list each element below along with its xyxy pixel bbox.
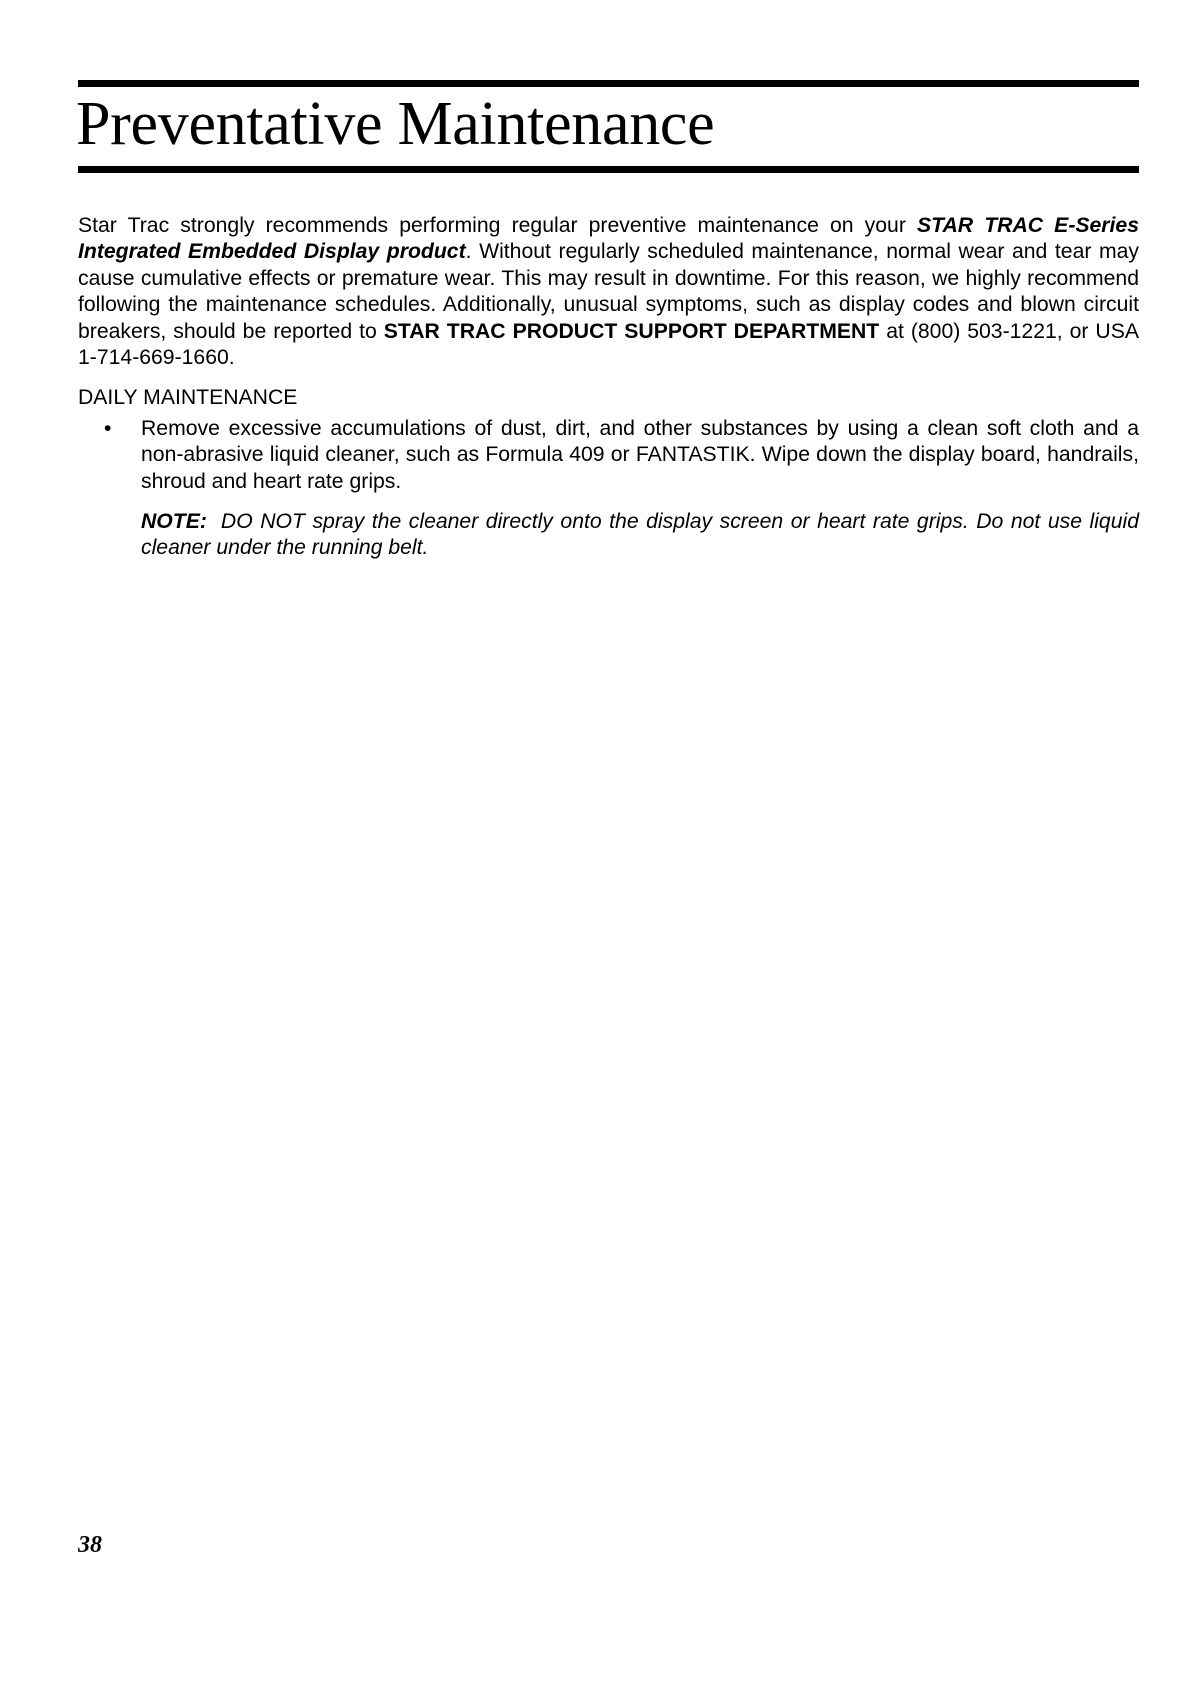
- daily-maintenance-list: [78, 416, 1139, 495]
- cleaning-note: [141, 509, 1139, 562]
- daily-maintenance-heading: DAILY MAINTENANCE: [78, 386, 298, 410]
- note-text: DO NOT spray the cleaner directly onto the display screen or heart rate grips. Do not use liquid cleaner under the running belt.: [141, 510, 1139, 560]
- support-department: STAR TRAC PRODUCT SUPPORT DEPARTMENT: [383, 319, 880, 343]
- list-item: [78, 416, 1139, 495]
- page-number: 38: [78, 1532, 102, 1558]
- note-label: NOTE:: [141, 510, 207, 534]
- intro-paragraph: [78, 213, 1139, 371]
- intro-text-middle: . Without regularly scheduled maintenance, normal wear and tear may cause cumulative effects or premature wear. This may result in downtime. For this reason, we highly recommend following the maintenance schedules. Additionally, unusual symptoms, such as display codes and blown circuit breakers, should be reported to: [78, 240, 1139, 343]
- list-item-text: Remove excessive accumulations of dust, dirt, and other substances by using a clean soft cloth and a non-abrasive liquid cleaner, such as Formula 409 or FANTASTIK. Wipe down the display board, handrails, shroud and heart rate grips.: [141, 416, 1139, 493]
- page-content: [78, 213, 1139, 562]
- page-title: Preventative Maintenance: [76, 90, 715, 158]
- product-name: STAR TRAC E-Series Integrated Embedded Display product: [78, 214, 1139, 264]
- intro-text-start: Star Trac strongly recommends performing regular preventive maintenance on your: [78, 214, 917, 237]
- bullet-icon: •: [104, 416, 112, 440]
- title-bottom-rule: [78, 166, 1139, 173]
- intro-text-end: at (800) 503-1221, or USA 1-714-669-1660.: [78, 319, 1139, 370]
